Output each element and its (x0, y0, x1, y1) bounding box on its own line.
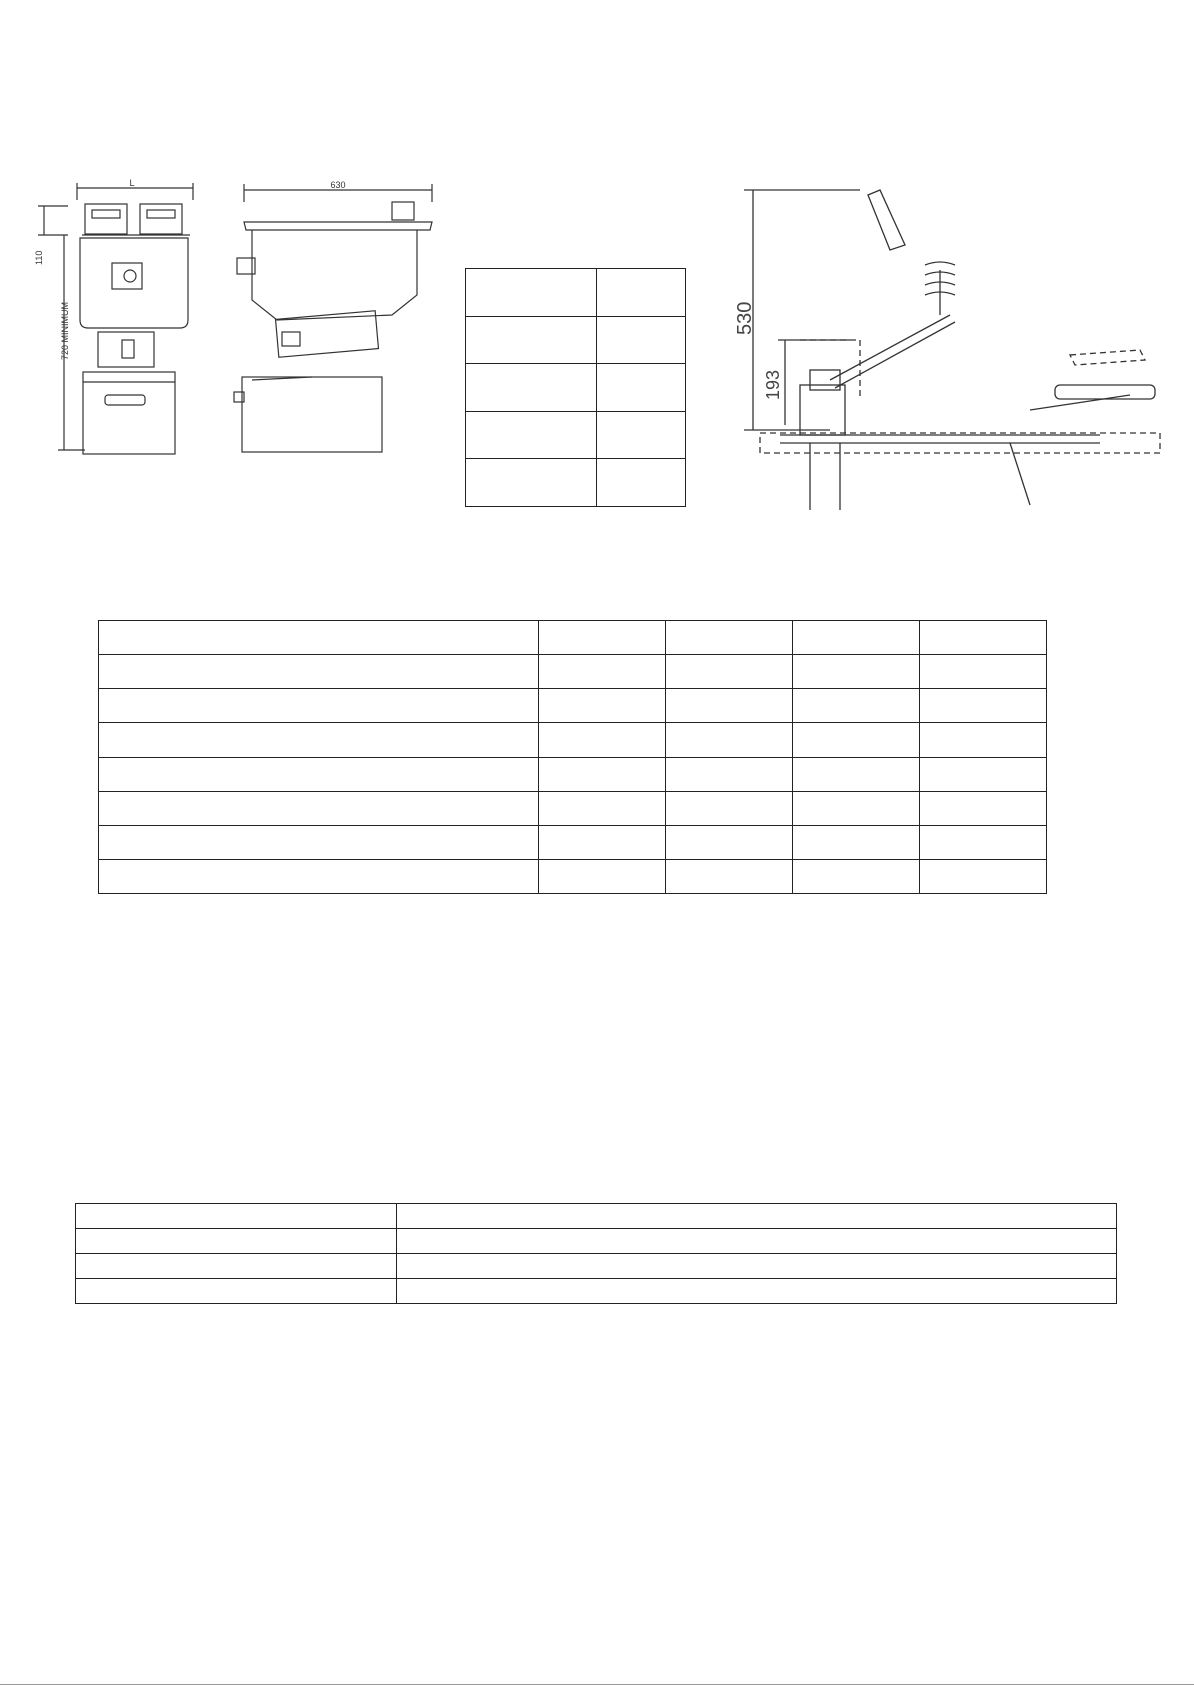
front-min-height-label: 720 MINIMUM (60, 301, 70, 360)
table-cell (466, 459, 597, 507)
table-header-cell (539, 621, 666, 655)
front-width-label: L (129, 178, 135, 188)
table-row (466, 364, 686, 412)
table-cell (793, 757, 920, 791)
table-header-row (99, 621, 1047, 655)
table-cell (76, 1254, 397, 1279)
table-row (99, 825, 1047, 859)
table-cell (76, 1204, 397, 1229)
table-cell (666, 655, 793, 689)
table-row (466, 269, 686, 317)
rest-height-label: 193 (763, 369, 783, 400)
table-cell (397, 1229, 1117, 1254)
table-cell (793, 655, 920, 689)
table-row (466, 316, 686, 364)
table-cell (920, 825, 1047, 859)
table-cell (793, 723, 920, 757)
table-cell (76, 1279, 397, 1304)
table-row (99, 791, 1047, 825)
table-cell (666, 723, 793, 757)
table-row (99, 655, 1047, 689)
table-cell (466, 364, 597, 412)
table-cell (539, 791, 666, 825)
side-view-drawing (232, 180, 442, 455)
table-cell (99, 791, 539, 825)
table-cell (793, 859, 920, 893)
table-header-cell (793, 621, 920, 655)
table-cell (597, 269, 686, 317)
table-cell (920, 791, 1047, 825)
table-cell (793, 689, 920, 723)
info-table (75, 1203, 1117, 1304)
table-cell (920, 723, 1047, 757)
table-cell (466, 411, 597, 459)
table-cell (793, 825, 920, 859)
table-cell (920, 689, 1047, 723)
table-cell (99, 655, 539, 689)
table-cell (99, 723, 539, 757)
table-cell (597, 459, 686, 507)
table-header-cell (666, 621, 793, 655)
table-cell (539, 655, 666, 689)
table-cell (666, 825, 793, 859)
table-cell (397, 1254, 1117, 1279)
table-row (76, 1204, 1117, 1229)
table-cell (793, 791, 920, 825)
dimension-table (465, 268, 686, 507)
table-row (99, 757, 1047, 791)
lift-height-label: 530 (734, 301, 756, 335)
table-cell (466, 316, 597, 364)
front-top-height-label: 110 (34, 250, 44, 265)
page-bottom-rule (0, 1684, 1194, 1685)
table-cell (666, 689, 793, 723)
table-cell (539, 825, 666, 859)
table-cell (666, 791, 793, 825)
table-row (76, 1229, 1117, 1254)
table-row (99, 723, 1047, 757)
side-depth-label: 630 (330, 180, 346, 190)
table-cell (99, 757, 539, 791)
table-row (466, 411, 686, 459)
table-cell (539, 723, 666, 757)
table-cell (76, 1229, 397, 1254)
table-row (76, 1279, 1117, 1304)
table-cell (920, 757, 1047, 791)
table-row (99, 689, 1047, 723)
table-row (99, 859, 1047, 893)
table-row (76, 1254, 1117, 1279)
table-cell (99, 859, 539, 893)
table-header-cell (920, 621, 1047, 655)
table-cell (666, 757, 793, 791)
table-cell (597, 411, 686, 459)
table-cell (539, 859, 666, 893)
table-row (466, 459, 686, 507)
spec-table (98, 620, 1047, 894)
table-cell (666, 859, 793, 893)
table-cell (99, 825, 539, 859)
table-cell (920, 859, 1047, 893)
table-header-cell (99, 621, 539, 655)
basket-lift-drawing (734, 175, 1165, 510)
table-cell (539, 689, 666, 723)
table-cell (99, 689, 539, 723)
table-cell (466, 269, 597, 317)
table-cell (397, 1204, 1117, 1229)
front-view-drawing (30, 180, 230, 455)
table-cell (539, 757, 666, 791)
table-cell (920, 655, 1047, 689)
table-cell (597, 364, 686, 412)
table-cell (597, 316, 686, 364)
table-cell (397, 1279, 1117, 1304)
